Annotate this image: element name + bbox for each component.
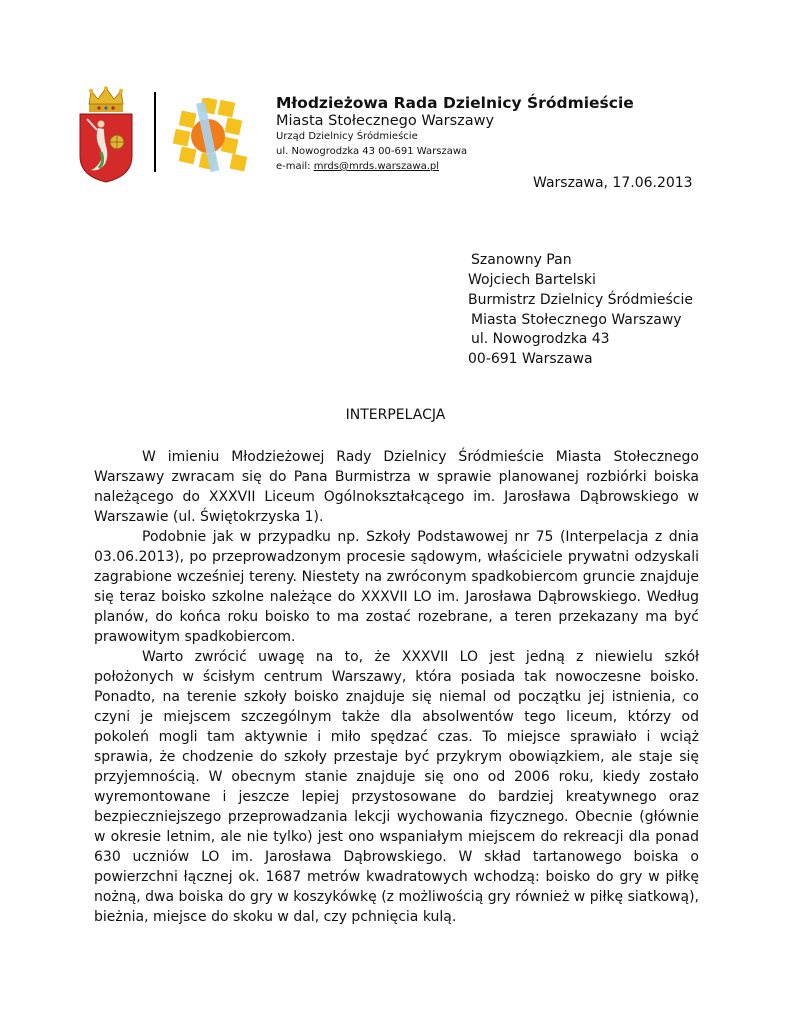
- warsaw-coat-of-arms-icon: [77, 86, 135, 184]
- body-paragraph: W imieniu Młodzieżowej Rady Dzielnicy Śródmieście Miasta Stołecznego Warszawy zwracam się do Pana Burmistrza w sprawie planowanej rozbiórki boiska należącego do XXXVII Liceum Ogólnokształcącego im. Jarosława Dąbrowskiego w Warszawie (ul. Świętokrzyska 1).: [94, 449, 699, 525]
- header-divider: [154, 92, 156, 172]
- organization-city: Miasta Stołecznego Warszawy: [276, 113, 495, 129]
- recipient-line: Szanowny Pan: [471, 252, 572, 268]
- recipient-line: Wojciech Bartelski: [468, 272, 596, 288]
- organization-email-line: [276, 161, 439, 172]
- email-label: e-mail:: [276, 161, 314, 172]
- organization-address: ul. Nowogrodzka 43 00-691 Warszawa: [276, 146, 468, 157]
- organization-office: Urząd Dzielnicy Śródmieście: [276, 131, 418, 142]
- body-paragraph: Podobnie jak w przypadku np. Szkoły Podstawowej nr 75 (Interpelacja z dnia 03.06.2013), po przeprowadzonym procesie sądowym, właściciele prywatni odzyskali zagrabione wcześniej tereny. Niestety na zwróconym spadkobiercom gruncie znajduje się teraz boisko szkolne należące do XXXVII LO im. Jarosława Dąbrowskiego. Według planów, do końca roku boisko to ma zostać rozebrane, a teren przekazany ma być prawowitym spadkobiercom.: [94, 529, 699, 645]
- letter-body: [94, 447, 699, 927]
- organization-name: Młodzieżowa Rada Dzielnicy Śródmieście: [276, 94, 634, 112]
- recipient-line: Burmistrz Dzielnicy Śródmieście: [468, 292, 693, 308]
- recipient-line: 00-691 Warszawa: [468, 351, 593, 367]
- letter-date: Warszawa, 17.06.2013: [533, 175, 693, 191]
- document-title: INTERPELACJA: [345, 407, 446, 423]
- email-link[interactable]: mrds@mrds.warszawa.pl: [313, 161, 439, 172]
- recipient-line: Miasta Stołecznego Warszawy: [471, 312, 682, 328]
- youth-council-logo-icon: [168, 98, 252, 174]
- recipient-line: ul. Nowogrodzka 43: [471, 331, 610, 347]
- body-paragraph: Warto zwrócić uwagę na to, że XXXVII LO jest jedną z niewielu szkół położonych w ścisłym centrum Warszawy, która posiada tak nowoczesne boisko. Ponadto, na terenie szkoły boisko znajduje się niemal od początku jej istnienia, co czyni je miejscem szczególnym także dla absolwentów tego liceum, którzy od pokoleń mogli tam aktywnie i miło spędzać czas. To miejsce sprawiało i wciąż sprawia, że chodzenie do szkoły przestaje być przykrym obowiązkiem, ale staje się przyjemnością. W obecnym stanie znajduje się ono od 2006 roku, kiedy zostało wyremontowane i jeszcze lepiej przystosowane do bardziej kreatywnego oraz bezpieczniejszego przeprowadzania lekcji wychowania fizycznego. Obecnie (głównie w okresie letnim, ale nie tylko) jest ono wspaniałym miejscem do rekreacji dla ponad 630 uczniów LO im. Jarosława Dąbrowskiego. W skład tartanowego boiska o powierzchni łącznej ok. 1687 metrów kwadratowych wchodzą: boisko do gry w piłkę nożną, dwa boiska do gry w koszykówkę (z możliwością gry również w piłkę siatkową), bieżnia, miejsce do skoku w dal, czy pchnięcia kulą.: [94, 649, 699, 925]
